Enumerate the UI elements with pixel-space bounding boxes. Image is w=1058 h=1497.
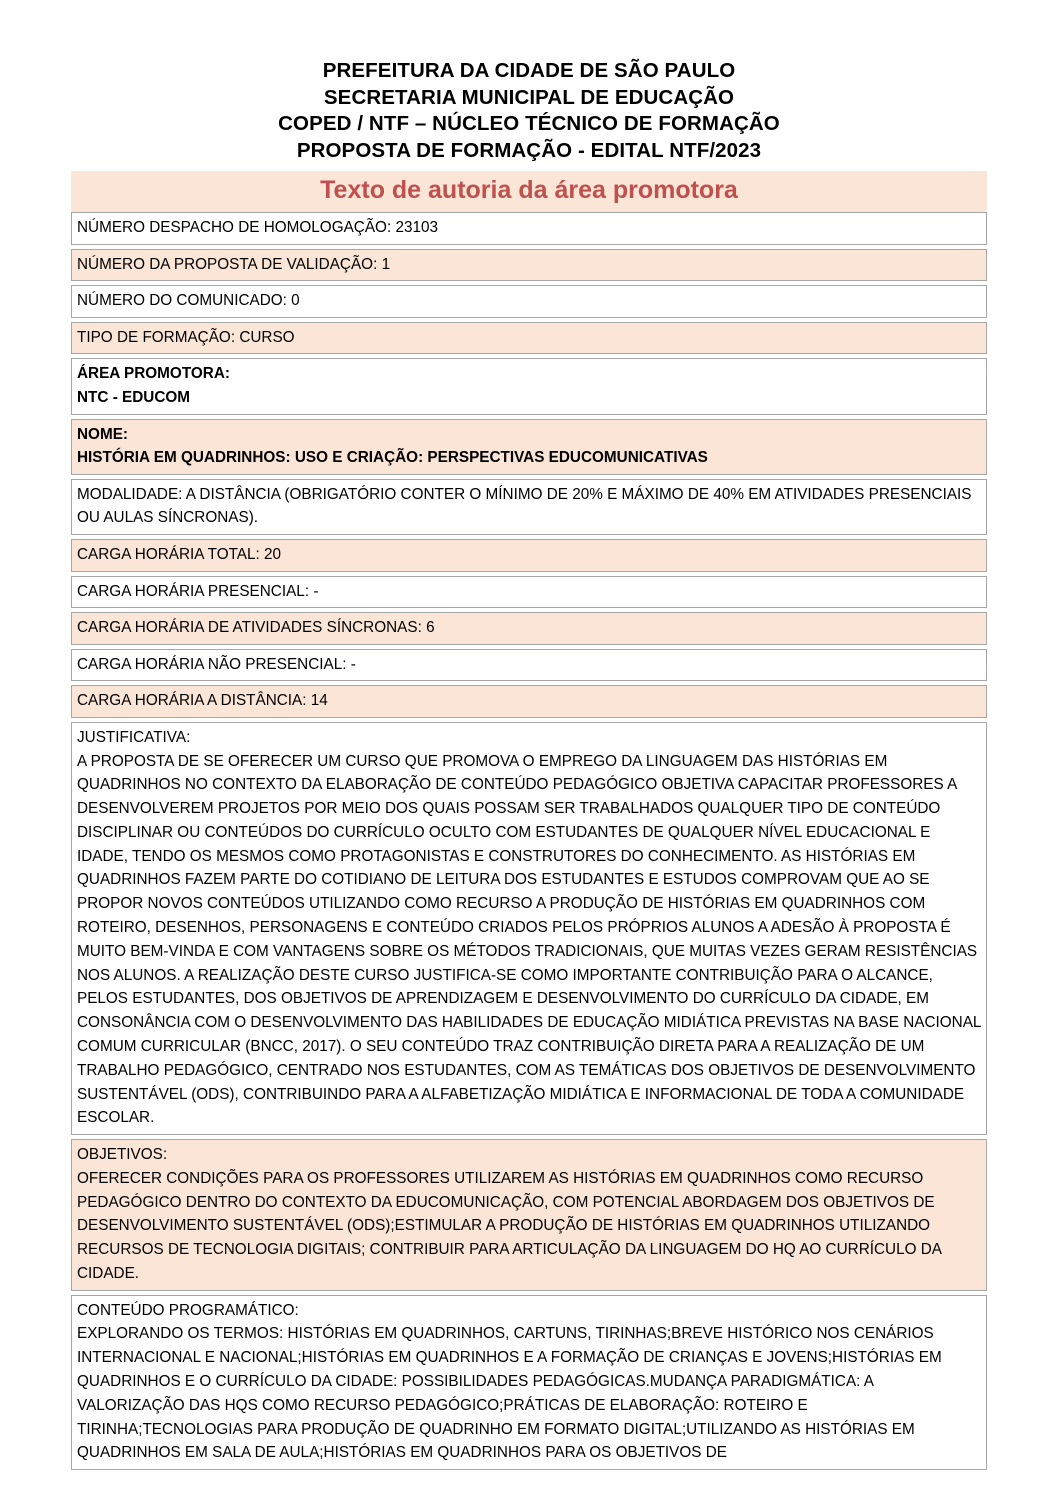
row-modalidade: MODALIDADE: A DISTÂNCIA (OBRIGATÓRIO CONTER O MÍNIMO DE 20% E MÁXIMO DE 40% EM ATIVIDADES PRESENCIAIS OU AULAS SÍNCRONAS). [71,479,987,535]
row-numero-despacho: NÚMERO DESPACHO DE HOMOLOGAÇÃO: 23103 [71,212,987,245]
nome-value: HISTÓRIA EM QUADRINHOS: USO E CRIAÇÃO: PERSPECTIVAS EDUCOMUNICATIVAS [77,449,708,467]
banner-title: Texto de autoria da área promotora [320,176,738,204]
row-objetivos [71,1139,987,1291]
table-row [71,358,987,414]
table-row [71,249,987,282]
table-row [71,1139,987,1291]
row-carga-horaria-sincronas: CARGA HORÁRIA DE ATIVIDADES SÍNCRONAS: 6 [71,612,987,645]
justificativa-text: A PROPOSTA DE SE OFERECER UM CURSO QUE PROMOVA O EMPREGO DA LINGUAGEM DAS HISTÓRIAS EM QUADRINHOS NO CONTEXTO DA ELABORAÇÃO DE CONTEÚDO PEDAGÓGICO OBJETIVA CAPACITAR PROFESSORES A DESENVOLVEREM PROJETOS POR MEIO DOS QUAIS POSSAM SER TRABALHADOS QUALQUER TIPO DE CONTEÚDO DISCIPLINAR OU CONTEÚDOS DO CURRÍCULO OCULTO COM ESTUDANTES DE QUALQUER NÍVEL EDUCACIONAL E IDADE, TENDO OS MESMOS COMO PROTAGONISTAS E CONSTRUTORES DO CONHECIMENTO. AS HISTÓRIAS EM QUADRINHOS FAZEM PARTE DO COTIDIANO DE LEITURA DOS ESTUDANTES E ESTUDOS COMPROVAM QUE AO SE PROPOR NOVOS CONTEÚDOS UTILIZANDO COMO RECURSO A PRODUÇÃO DE HISTÓRIAS EM QUADRINHOS COM ROTEIRO, DESENHOS, PERSONAGENS E CONTEÚDO CRIADOS PELOS PRÓPRIOS ALUNOS A ADESÃO À PROPOSTA É MUITO BEM-VINDA E COM VANTAGENS SOBRE OS MÉTODOS TRADICIONAIS, QUE MUITAS VEZES GERAM RESISTÊNCIAS NOS ALUNOS. A REALIZAÇÃO DESTE CURSO JUSTIFICA-SE COMO IMPORTANTE CONTRIBUIÇÃO PARA O ALCANCE, PELOS ESTUDANTES, DOS OBJETIVOS DE APRENDIZAGEM E DESENVOLVIMENTO DO CURRÍCULO DA CIDADE, EM CONSONÂNCIA COM O DESENVOLVIMENTO DAS HABILIDADES DE EDUCAÇÃO MIDIÁTICA PREVISTAS NA BASE NACIONAL COMUM CURRICULAR (BNCC, 2017). O SEU CONTEÚDO TRAZ CONTRIBUIÇÃO DIRETA PARA A REALIZAÇÃO DE UM TRABALHO PEDAGÓGICO, CENTRADO NOS ESTUDANTES, COM AS TEMÁTICAS DOS OBJETIVOS DE DESENVOLVIMENTO SUSTENTÁVEL (ODS), CONTRIBUINDO PARA A ALFABETIZAÇÃO MIDIÁTICA E INFORMACIONAL DE TODA A COMUNIDADE ESCOLAR. [77,752,981,1127]
table-row [71,612,987,645]
row-conteudo-programatico [71,1295,987,1470]
table-row [71,539,987,572]
header-line-3: COPED / NTF – NÚCLEO TÉCNICO DE FORMAÇÃO [278,112,780,135]
justificativa-label: JUSTIFICATIVA: [77,728,191,746]
proposal-form-table [71,171,987,1470]
row-justificativa [71,722,987,1135]
header-line-1: PREFEITURA DA CIDADE DE SÃO PAULO [322,59,736,82]
objetivos-text: OFERECER CONDIÇÕES PARA OS PROFESSORES UTILIZAREM AS HISTÓRIAS EM QUADRINHOS COMO RECURSO PEDAGÓGICO DENTRO DO CONTEXTO DA EDUCOMUNICAÇÃO, COM POTENCIAL ABORDAGEM DOS OBJETIVOS DE DESENVOLVIMENTO SUSTENTÁVEL (ODS);ESTIMULAR A PRODUÇÃO DE HISTÓRIAS EM QUADRINHOS UTILIZANDO RECURSOS DE TECNOLOGIA DIGITAIS; CONTRIBUIR PARA ARTICULAÇÃO DA LINGUAGEM DO HQ AO CURRÍCULO DA CIDADE. [77,1169,942,1283]
banner-row [71,171,987,212]
table-row [71,285,987,318]
row-carga-horaria-total: CARGA HORÁRIA TOTAL: 20 [71,539,987,572]
row-nome [71,419,987,475]
document-header [0,0,1058,164]
table-row [71,1295,987,1470]
table-row [71,322,987,355]
header-line-4: PROPOSTA DE FORMAÇÃO - EDITAL NTF/2023 [296,138,762,162]
banner-cell [71,171,987,212]
table-row [71,419,987,475]
area-promotora-value: NTC - EDUCOM [77,388,191,406]
objetivos-label: OBJETIVOS: [77,1146,168,1164]
row-tipo-formacao: TIPO DE FORMAÇÃO: CURSO [71,322,987,355]
nome-label: NOME: [77,425,128,443]
row-numero-comunicado: NÚMERO DO COMUNICADO: 0 [71,285,987,318]
conteudo-programatico-text: EXPLORANDO OS TERMOS: HISTÓRIAS EM QUADRINHOS, CARTUNS, TIRINHAS;BREVE HISTÓRICO NOS CENÁRIOS INTERNACIONAL E NACIONAL;HISTÓRIAS EM QUADRINHOS E A FORMAÇÃO DE CRIANÇAS E JOVENS;HISTÓRIAS EM QUADRINHOS E O CURRÍCULO DA CIDADE: POSSIBILIDADES PEDAGÓGICAS.MUDANÇA PARADIGMÁTICA: A VALORIZAÇÃO DAS HQS COMO RECURSO PEDAGÓGICO;PRÁTICAS DE ELABORAÇÃO: ROTEIRO E TIRINHA;TECNOLOGIAS PARA PRODUÇÃO DE QUADRINHO EM FORMATO DIGITAL;UTILIZANDO AS HISTÓRIAS EM QUADRINHOS EM SALA DE AULA;HISTÓRIAS EM QUADRINHOS PARA OS OBJETIVOS DE [77,1325,942,1462]
table-row [71,685,987,718]
table-row [71,479,987,535]
header-line-2: SECRETARIA MUNICIPAL DE EDUCAÇÃO [323,85,735,109]
table-row [71,722,987,1135]
row-carga-horaria-distancia: CARGA HORÁRIA A DISTÂNCIA: 14 [71,685,987,718]
row-carga-horaria-presencial: CARGA HORÁRIA PRESENCIAL: - [71,576,987,609]
table-row [71,212,987,245]
row-carga-horaria-nao-presencial: CARGA HORÁRIA NÃO PRESENCIAL: - [71,649,987,682]
table-row [71,649,987,682]
row-numero-proposta-validacao: NÚMERO DA PROPOSTA DE VALIDAÇÃO: 1 [71,249,987,282]
conteudo-programatico-label: CONTEÚDO PROGRAMÁTICO: [77,1301,299,1319]
area-promotora-label: ÁREA PROMOTORA: [77,365,230,383]
row-area-promotora [71,358,987,414]
table-row [71,576,987,609]
